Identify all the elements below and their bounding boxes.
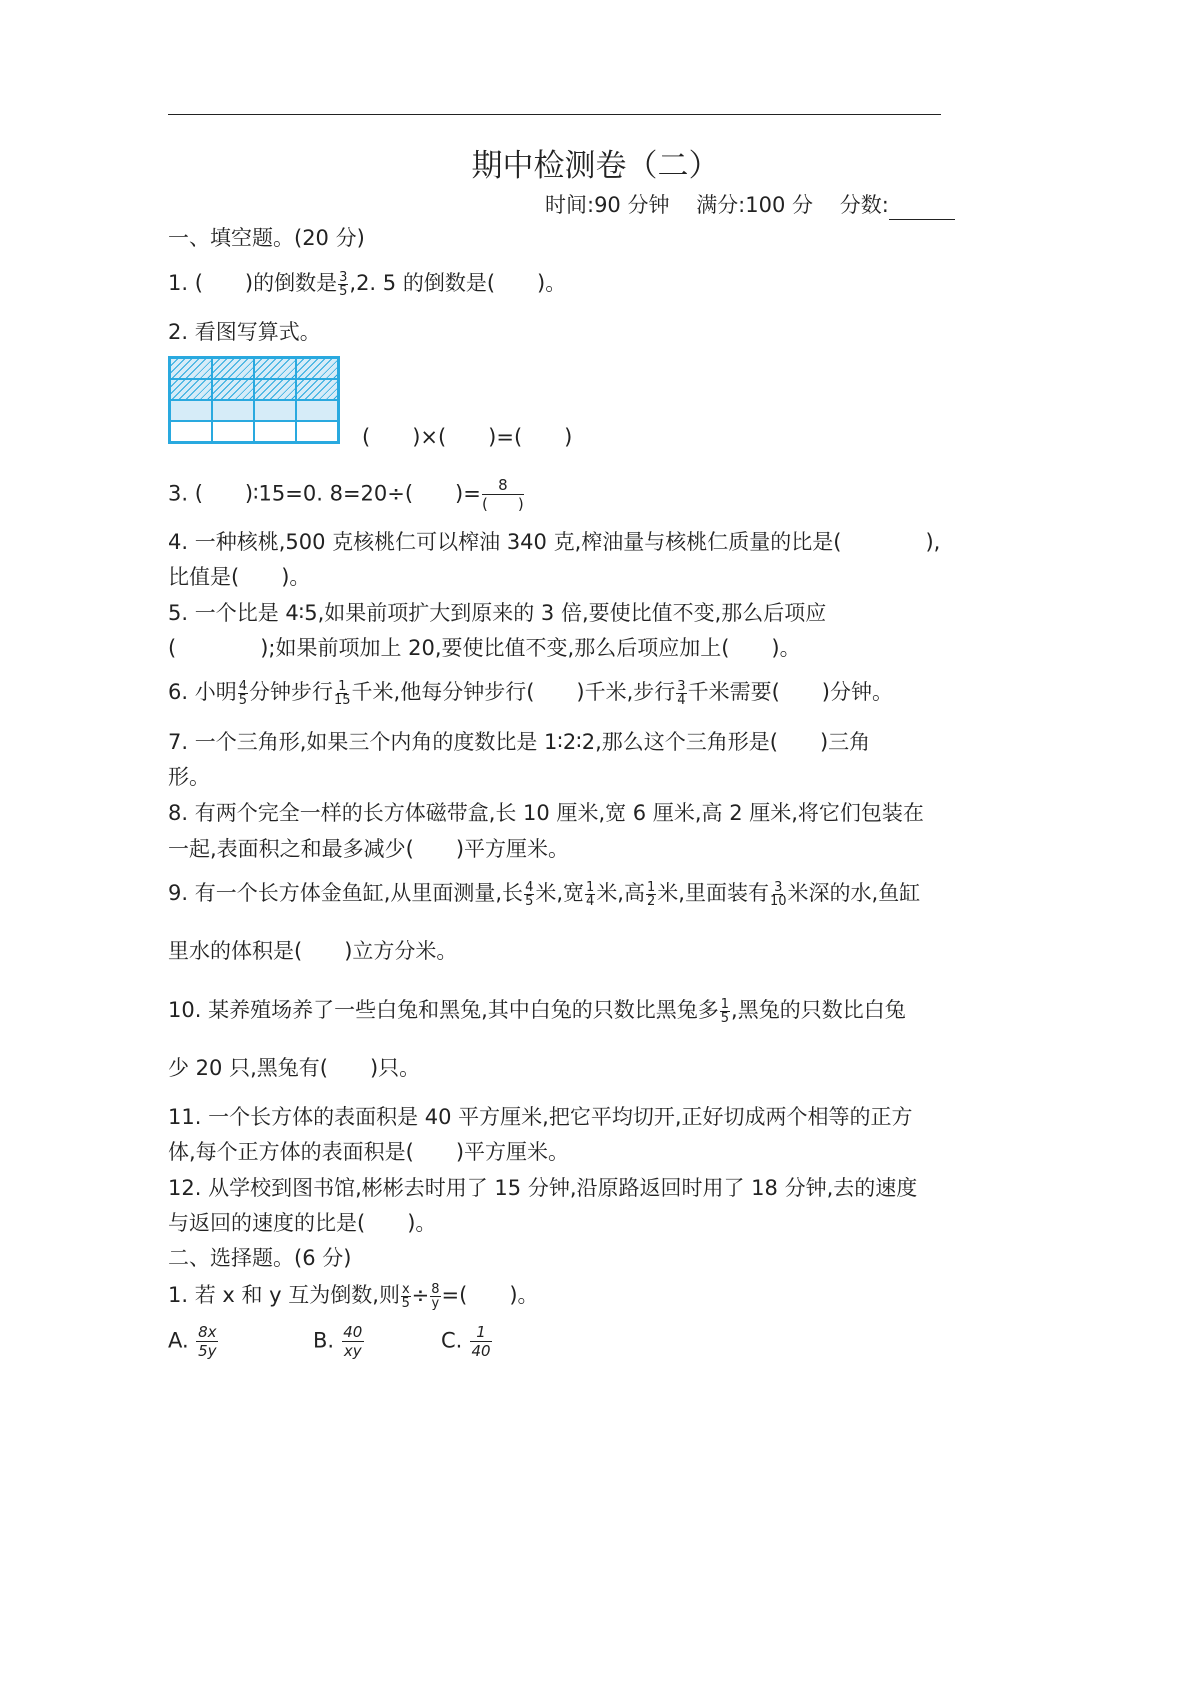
option-fraction <box>196 1323 218 1360</box>
text: 1. ( )的倒数是 <box>168 271 338 295</box>
numerator: 40 <box>343 1323 363 1341</box>
question-line <box>168 223 365 253</box>
grid-cell <box>170 400 212 421</box>
time-info: 时间:90 分钟 <box>545 193 670 217</box>
fraction <box>430 1283 440 1310</box>
top-rule <box>168 114 941 115</box>
question-line <box>168 762 210 792</box>
text: 千米,他每分钟步行( )千米,步行 <box>351 680 676 704</box>
text: ,2. 5 的倒数是( )。 <box>349 271 567 295</box>
text: 米,高 <box>596 881 645 905</box>
question-line <box>168 1243 351 1273</box>
denominator: 5 <box>238 692 247 708</box>
question-line <box>168 727 870 757</box>
denominator: 15 <box>334 692 351 708</box>
numerator: 3 <box>339 269 348 285</box>
exam-header <box>545 190 955 220</box>
text: 米深的水,鱼缸 <box>787 881 921 905</box>
fraction <box>770 881 787 908</box>
question-line <box>168 1102 913 1132</box>
text: 千米需要( )分钟。 <box>687 680 893 704</box>
denominator: 5y <box>198 1342 217 1360</box>
choice-option[interactable] <box>168 1323 219 1360</box>
text: 与返回的速度的比是( )。 <box>168 1211 437 1235</box>
grid-cell <box>170 379 212 400</box>
fraction <box>585 881 595 908</box>
grid-cell <box>170 358 212 379</box>
question-line <box>168 268 566 298</box>
grid-cell <box>254 358 296 379</box>
grid-cell <box>212 358 254 379</box>
question-line <box>168 995 906 1025</box>
question-line <box>168 1053 420 1083</box>
text: 米,里面装有 <box>657 881 769 905</box>
grid-cell <box>254 421 296 442</box>
text: 形。 <box>168 765 210 789</box>
text: 7. 一个三角形,如果三个内角的度数比是 1∶2∶2,那么这个三角形是( )三角 <box>168 730 871 754</box>
grid-cell <box>212 400 254 421</box>
grid-cell <box>212 421 254 442</box>
fraction <box>334 680 351 707</box>
numerator: 1 <box>647 879 656 895</box>
grid-cell <box>296 400 338 421</box>
text: 米,宽 <box>535 881 585 905</box>
denominator: y <box>431 1295 440 1311</box>
denominator: 4 <box>677 692 686 708</box>
choice-option[interactable] <box>313 1323 365 1360</box>
text: 12. 从学校到图书馆,彬彬去时用了 15 分钟,沿原路返回时用了 18 分钟,去的速度 <box>168 1176 918 1200</box>
grid-cell <box>254 400 296 421</box>
text: 1. 若 x 和 y 互为倒数,则 <box>168 1283 400 1307</box>
question-line <box>168 1208 436 1238</box>
fraction <box>401 1283 411 1310</box>
grid-cell <box>296 358 338 379</box>
numerator: 1 <box>338 678 347 694</box>
denominator: 2 <box>647 893 656 909</box>
option-label: B. <box>313 1328 335 1353</box>
question-line <box>168 1137 569 1167</box>
text: 8. 有两个完全一样的长方体磁带盒,长 10 厘米,宽 6 厘米,高 2 厘米,将它们包装在 <box>168 801 924 825</box>
fraction <box>338 271 348 298</box>
grid-cell <box>212 379 254 400</box>
denominator: 5 <box>720 1010 730 1026</box>
question-line <box>168 633 801 663</box>
denominator: 40 <box>471 1342 491 1360</box>
text: 比值是( )。 <box>168 565 311 589</box>
text: 一、填空题。(20 分) <box>168 226 365 250</box>
numerator: 1 <box>720 996 730 1012</box>
denominator: xy <box>343 1342 362 1360</box>
question-line <box>168 562 310 592</box>
text: ( );如果前项加上 20,要使比值不变,那么后项应加上( )。 <box>168 636 801 660</box>
fraction <box>482 476 524 513</box>
numerator: 8 <box>431 1281 440 1297</box>
text: 6. 小明 <box>168 680 237 704</box>
text: ( )×( )=( ) <box>362 425 573 449</box>
score-blank[interactable] <box>889 199 955 220</box>
option-fraction <box>342 1323 364 1360</box>
fraction <box>646 881 656 908</box>
option-label: C. <box>441 1328 463 1353</box>
denominator: 5 <box>339 283 348 299</box>
option-fraction <box>470 1323 492 1360</box>
grid-cell <box>296 379 338 400</box>
numerator: 1 <box>586 879 595 895</box>
question-line <box>168 598 826 628</box>
question-line <box>168 476 525 513</box>
numerator: 8 <box>482 476 524 495</box>
text: 里水的体积是( )立方分米。 <box>168 939 458 963</box>
question-line <box>168 677 893 707</box>
denominator: 10 <box>769 893 787 909</box>
numerator: x <box>401 1281 410 1297</box>
text: 3. ( )∶15=0. 8=20÷( )= <box>168 481 481 506</box>
denominator: ( ) <box>482 495 524 513</box>
text: =( )。 <box>441 1283 539 1307</box>
text: 体,每个正方体的表面积是( )平方厘米。 <box>168 1140 570 1164</box>
text: ,黑兔的只数比白兔 <box>731 998 906 1022</box>
text: 4. 一种核桃,500 克核桃仁可以榨油 340 克,榨油量与核桃仁质量的比是( ), <box>168 530 941 554</box>
page-title: 期中检测卷（二） <box>471 148 720 184</box>
question-line <box>168 527 940 557</box>
score-label: 分数: <box>839 193 889 217</box>
text: 10. 某养殖场养了一些白兔和黑兔,其中白兔的只数比黑兔多 <box>168 998 719 1022</box>
choice-option[interactable] <box>441 1323 493 1360</box>
numerator: 3 <box>774 879 783 895</box>
numerator: 3 <box>677 678 686 694</box>
fraction <box>238 680 248 707</box>
question-line <box>362 422 572 452</box>
fraction <box>676 680 686 707</box>
text: 一起,表面积之和最多减少( )平方厘米。 <box>168 837 570 861</box>
question-line <box>168 1173 917 1203</box>
numerator: 4 <box>525 879 534 895</box>
text: 11. 一个长方体的表面积是 40 平方厘米,把它平均切开,正好切成两个相等的正方 <box>168 1105 913 1129</box>
text: ÷ <box>411 1283 430 1307</box>
grid-cell <box>254 379 296 400</box>
full-score-info: 满分:100 分 <box>696 193 814 217</box>
question-line <box>168 1280 539 1310</box>
question-line <box>168 878 920 908</box>
denominator: 5 <box>401 1295 410 1311</box>
text: 5. 一个比是 4∶5,如果前项扩大到原来的 3 倍,要使比值不变,那么后项应 <box>168 601 827 625</box>
numerator: 1 <box>470 1323 492 1342</box>
fraction <box>720 998 730 1025</box>
question-line <box>168 936 457 966</box>
text: 9. 有一个长方体金鱼缸,从里面测量,长 <box>168 881 524 905</box>
grid-cell <box>296 421 338 442</box>
text: 分钟步行 <box>249 680 333 704</box>
question-line <box>168 317 321 347</box>
text: 二、选择题。(6 分) <box>168 1246 352 1270</box>
question-line <box>168 798 924 828</box>
numerator: 4 <box>238 678 247 694</box>
numerator: 8x <box>198 1323 217 1341</box>
fraction <box>524 881 534 908</box>
text: 少 20 只,黑兔有( )只。 <box>168 1056 421 1080</box>
denominator: 4 <box>586 893 595 909</box>
option-label: A. <box>168 1328 189 1353</box>
fraction-grid-figure <box>168 356 340 444</box>
denominator: 5 <box>525 893 534 909</box>
text: 2. 看图写算式。 <box>168 320 321 344</box>
question-line <box>168 834 569 864</box>
grid-cell <box>170 421 212 442</box>
